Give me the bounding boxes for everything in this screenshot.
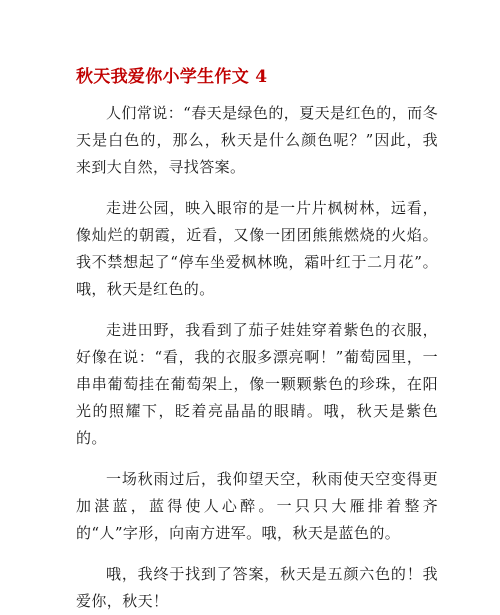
paragraph-field: 走进田野，我看到了茄子娃娃穿着紫色的衣服，好像在说：“看，我的衣服多漂亮啊！”葡萄园里，一串串葡萄挂在葡萄架上，像一颗颗紫色的珍珠，在阳光的照耀下，眨着亮晶晶的眼睛。哦，秋天是紫色的。	[76, 321, 438, 447]
paragraph-intro: 人们常说：“春天是绿色的，夏天是红色的，而冬天是白色的，那么，秋天是什么颜色呢？”因此，我来到大自然，寻找答案。	[76, 104, 438, 176]
paragraph-conclusion: 哦，我终于找到了答案，秋天是五颜六色的！我爱你，秋天！	[76, 565, 438, 610]
paragraph-park: 走进公园，映入眼帘的是一片片枫树林，远看，像灿烂的朝霞，近看，又像一团团熊熊燃烧的火焰。我不禁想起了“停车坐爱枫林晚，霜叶红于二月花”。哦，秋天是红色的。	[76, 199, 438, 298]
document-title: 秋天我爱你小学生作文 4	[76, 67, 268, 87]
paragraph-rain: 一场秋雨过后，我仰望天空，秋雨使天空变得更加湛蓝，蓝得使人心醉。一只只大雁排着整齐的“人”字形，向南方进军。哦，秋天是蓝色的。	[76, 470, 438, 542]
